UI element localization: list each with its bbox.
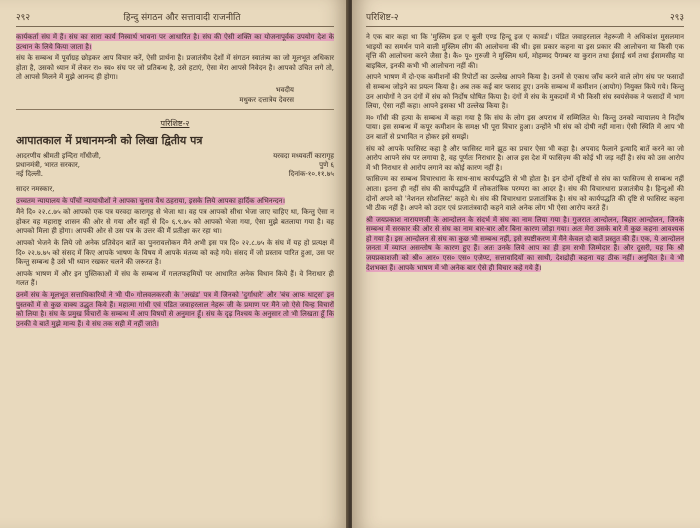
left-running-title: हिन्दु संगठन और सत्तावादी राजनीति (123, 13, 241, 23)
address-block (16, 152, 334, 179)
right-para-2: आपने भाषण में दो-एक कमीशनों की रिपोर्टों का उल्लेख आपने किया है। उनमें से एकाध जाँच करने वाले लोग संघ पर फसादों से सम्बन्ध जोड़ने का प्रयत्न किया है। अब तक कई बार फसाद हुए। उनके सम्बन्ध में कमीशन (आयोग) नियुक्त किये गये। किन्तु उन आयोगों ने उन दंगों में संघ को निर्दोष घोषित किया है। दंगों में संघ के मुकदमों में भी किसी संघ स्वयंसेवक ने फसादों में भाग लिया, ऐसा नहीं कहा। आपने इसका भी उल्लेख किया है। (366, 73, 684, 111)
right-page-header (366, 10, 684, 27)
salutation: सादर नमस्कार, (16, 184, 55, 193)
right-page (352, 0, 700, 528)
left-top-para-2: संघ के सम्बन्ध में पूर्वाग्रह छोड़कर आप विचार करें, ऐसी प्रार्थना है। प्रजातंत्रीय देशों में संगठन स्वातंत्र्य का जो मूलभूत अधिकार होता है, उसको ध्यान में लेकर रा० स्व० संघ पर जो प्रतिबन्ध है, उसे हटाएं, ऐसा मेरा आपसे निवेदन है। आपको उचित लगे तो, तो आपसे मिलने में मुझे आनन्द ही होगा। (16, 54, 334, 82)
left-page (0, 0, 348, 528)
section-divider (16, 109, 334, 110)
letter-title: आपातकाल में प्रधानमन्त्री को लिखा द्वितीय पत्र (16, 133, 203, 147)
right-para-5: फासिज्म का सम्बन्ध विचारधारा के साथ-साथ कार्यपद्धति से भी होता है। इन दोनों दृष्टियों से संघ का फासिज्म से सम्बन्ध नहीं आता। इतना ही नहीं संघ की कार्यपद्धति में लोकतांत्रिक परम्परा का आदर है। संघ की विचारधारा प्रजातंत्रीय है। हिन्दुओं की दोनों अपने को 'नेशनल सोशलिस्ट' कहते थे। संघ की विचारधारा प्रजातांत्रिक है। संघ को कार्यपद्धति की दृष्टि से फासिस्ट कहना भी ठीक नहीं है। अपने को उदार एवं प्रजातंत्रवादी कहने वाले अनेक लोग भी ऐसा आरोप करते हैं। (366, 175, 684, 213)
body-para-4: आपके भाषण में और इन पुस्तिकाओं में संघ के सम्बन्ध में गलतफहमियों पर आधारित अनेक विधान किये हैं। वे निराधार ही गलत हैं। (16, 269, 334, 288)
letter-date: दिनांक-१०.११.७५ (288, 169, 334, 178)
left-page-header (16, 10, 334, 27)
addr-line: प्रधानमंत्री, भारत सरकार, (16, 160, 80, 169)
addr-line: यरवदा मध्यवर्ती कारागृह (273, 151, 334, 160)
right-para-3: म० गाँधी की हत्या के सम्बन्ध में कहा गया है कि संघ के लोग इस अपराध में सम्मिलित थे। किन्तु उनको न्यायालय ने निर्दोष पाया। इस सम्बन्ध में कपूर कमीशन के समक्ष भी पूरा विचार हुआ। उन्होंने भी संघ को दोषी नहीं माना। ऐसी स्थिति में आप भी उन बातों से प्रभावित न होकर इसे समझें। (366, 113, 684, 141)
highlight: श्री जयप्रकाश नारायणजी के आन्दोलन के संदर्भ में संघ का नाम लिया गया है। गुजरात आन्दोलन, बिहार आन्दोलन, जिनके सम्बन्ध में सरकार की ओर से संघ का नाम बार-बार और बिना कारण जोड़ा गया। अतः मेरा उसके बारे में कुछ कहना आवश्यक हो गया है। इस आन्दोलन से संघ का कुछ भी सम्बन्ध नहीं, इसे स्पष्टीकरण में मैंने केवल दो बातें प्रस्तुत की हैं। एक, ये आन्दोलन जनता में व्याप्त असन्तोष के कारण हुए हैं। अतः उनके लिये आप का ही हम सभी जिम्मेदार हैं। और दूसरी, यह कि श्री जयप्रकाशजी को श्री० आर० एस० एस० एजेण्ट, सत्तावादियों का साथी, देशद्रोही कहना यह ठीक नहीं। अनुचित है। वे भी देशभक्त हैं। आपके भाषण में भी अनेक बार ऐसे ही विचार कहे गये हैं। (366, 215, 684, 272)
right-para-6 (366, 216, 684, 274)
addr-line: पुणे ६ (319, 160, 334, 169)
right-page-number: २९३ (669, 13, 684, 23)
letter-title-row (16, 133, 334, 148)
body-para-2: मैंने दि० २२.८.७५ को आपको एक पत्र यरवदा कारागृह से भेजा था। वह पत्र आपको सीधा भेजा जाए चाहिए था, किन्तु ऐसा न होकर वह महाराष्ट्र शासन की ओर से गया और वहाँ से दि० ६.९.७५ को आपको भेजा गया, ऐसा मुझे बतलाया गया है। वह आपको मिला ही होगा। आपकी ओर से उस पत्र के उत्तर की मैं प्रतीक्षा कर रहा था। (16, 208, 334, 236)
highlight: कार्यकर्ता संघ में हैं। संघ का सारा कार्य निस्वार्थ भावना पर आधारित है। संघ की ऐसी शक्ति का योजनापूर्वक उपयोग देश के उत्थान के लिये किया जाता है। (16, 33, 334, 51)
sender-address (273, 152, 334, 179)
left-page-number: २९२ (16, 13, 31, 23)
body-para-3: आपको भेजने के लिये जो अनेक प्रतिवेदन बातें का पुनरावलोकन मैंने अभी इस पत्र दि० २२.८.७५ के संघ में यह हो प्रत्यक्ष में दि० २२.७.७५ को संसद में किए आपके भाषण के विषय में आपके मंतव्य को कहे गये। संसद में जो प्रस्ताव पारित हुआ, उस पर किन्तु सम्बन्ध है उसे भी ध्यान रखकर चलने की जरूरत है। (16, 238, 334, 267)
signoff-1: भवदीय (275, 85, 294, 94)
signoff-2: मधुकर दत्तात्रेय देवरस (239, 95, 294, 104)
right-running-title: परिशिष्ट-२ (366, 13, 399, 23)
right-para-1: ने एक बार कहा था कि 'मुस्लिम इज ए बुली एण्ड हिन्दू इज ए कावर्ड'। पंडित जवाहरलाल नेहरूजी ने अधिकांश मुसलमान भाइयों का समर्थन पाने वाली मुस्लिम लीग की आलोचना की थी। इस प्रकार कहना या इस प्रकार की आलोचना या किसी एक वृत्ति की आलोचना करने जैसा है। कै० पू० गुरुजी ने मुस्लिम धर्म, मोहम्मद पैगम्बर या कुरान तथा ईसाई धर्म तथा ईसामसीह या बाइबिल, इनकी कभी भी आलोचना नहीं की। (366, 33, 684, 70)
highlight: उच्चतम न्यायालय के पाँचों न्यायाधीशों ने आपका चुनाव वैध ठहराया, इसके लिये आपका हार्दिक अभिनन्दन। (16, 196, 286, 205)
body-para-5 (16, 291, 334, 329)
highlight: उनमें संघ के मूलभूत सत्ताधिकारियों ने भी पी० गोलवलकरजी के 'अखंड' पत्र में जिनको 'दुर्गाधारे' और 'बंच आफ थाट्स' इन पुस्तकों में से कुछ वाक्य उद्धृत किये हैं। महात्मा गांधी एवं पंडित जवाहरलाल नेहरू जी के प्रमाण पर मैंने जो ऐसे चिन्ह विचारों को लिया है। संघ के प्रमुख विचारों के सम्बन्ध में आप विषयों से अनुमान हूँ। संघ के दृढ़ निश्चय के अनुसार तो भी लिखता हूँ कि उनकी वे बातें मुझे मान्य हैं। वे संघ तक सही में नहीं जाते। (16, 290, 334, 328)
appendix-label: परिशिष्ट-२ (160, 118, 190, 128)
right-para-4: संघ को आपके फासिस्ट कहा है और फासिस्ट माने झूठ का प्रचार ऐसा भी कहा है। अपवाद फैलाने इत्यादि बातें करने का जो आरोप आपने संघ पर लगाया है, वह पूर्णतः निराधार है। आज इस देश में फासिज़्म की कोई भी जड़ नहीं है। संघ को उस आरोप में भी निराधार से आरोप लगाने का कोई कारण नहीं है। (366, 144, 684, 172)
addr-line: आदरणीय श्रीमती इन्दिरा गाँधीजी, (16, 151, 102, 160)
addr-line: नई दिल्ली. (16, 169, 44, 178)
body-para-1 (16, 197, 334, 207)
recipient-address (16, 152, 101, 179)
left-top-para-1 (16, 33, 334, 52)
